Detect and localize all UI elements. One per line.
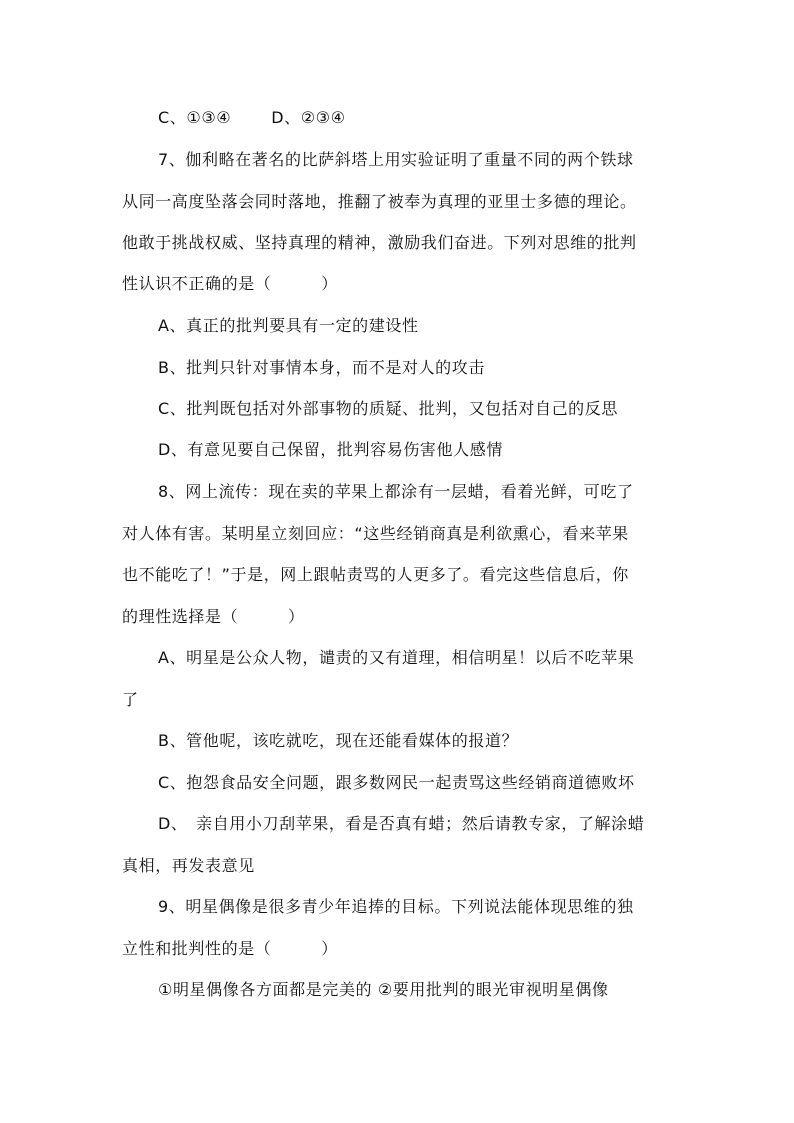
q6-option-c: C、①③④ bbox=[158, 108, 232, 127]
q6-option-d: D、②③④ bbox=[271, 108, 346, 127]
q7-option-d: D、有意见要自己保留，批判容易伤害他人感情 bbox=[158, 440, 503, 459]
q6-options-row bbox=[158, 106, 346, 130]
q7-option-c: C、批判既包括对外部事物的质疑、批判，又包括对自己的反思 bbox=[158, 399, 618, 418]
q7-stem-line-3: 他敢于挑战权威、坚持真理的精神，激励我们奋进。下列对思维的批判 bbox=[122, 233, 637, 252]
q7-stem-line-1: 7、伽利略在著名的比萨斜塔上用实验证明了重量不同的两个铁球 bbox=[158, 150, 634, 169]
q8-option-c: C、抱怨食品安全问题，跟多数网民一起责骂这些经销商道德败坏 bbox=[158, 773, 635, 792]
q8-option-b: B、管他呢，该吃就吃，现在还能看媒体的报道？ bbox=[158, 731, 519, 750]
q9-stem-line-2: 立性和批判性的是（ ） bbox=[122, 939, 338, 958]
q8-option-d-line-1: D、 亲自用小刀刮苹果，看是否真有蜡；然后请教专家，了解涂蜡 bbox=[158, 814, 645, 833]
q8-option-a-line-2: 了 bbox=[122, 690, 139, 709]
q7-stem-line-4: 性认识不正确的是（ ） bbox=[122, 274, 338, 293]
q9-stem-line-1: 9、明星偶像是很多青少年追捧的目标。下列说法能体现思维的独 bbox=[158, 897, 634, 916]
q8-stem-line-3: 也不能吃了！”于是，网上跟帖责骂的人更多了。看完这些信息后，你 bbox=[122, 565, 629, 584]
q7-option-a: A、真正的批判要具有一定的建设性 bbox=[158, 316, 419, 335]
q8-stem-line-1: 8、网上流传：现在卖的苹果上都涂有一层蜡，看着光鲜，可吃了 bbox=[158, 482, 634, 501]
q9-statement-line: ①明星偶像各方面都是完美的 ②要用批判的眼光审视明星偶像 bbox=[158, 980, 609, 999]
q8-option-d-line-2: 真相，再发表意见 bbox=[122, 856, 255, 875]
q8-option-a-line-1: A、明星是公众人物，谴责的又有道理，相信明星！以后不吃苹果 bbox=[158, 648, 635, 667]
q7-stem-line-2: 从同一高度坠落会同时落地，推翻了被奉为真理的亚里士多德的理论。 bbox=[122, 192, 637, 211]
q7-option-b: B、批判只针对事情本身，而不是对人的攻击 bbox=[158, 358, 485, 377]
q8-stem-line-2: 对人体有害。某明星立刻回应：“这些经销商真是利欲熏心，看来苹果 bbox=[122, 524, 629, 543]
q8-stem-line-4: 的理性选择是（ ） bbox=[122, 607, 305, 626]
